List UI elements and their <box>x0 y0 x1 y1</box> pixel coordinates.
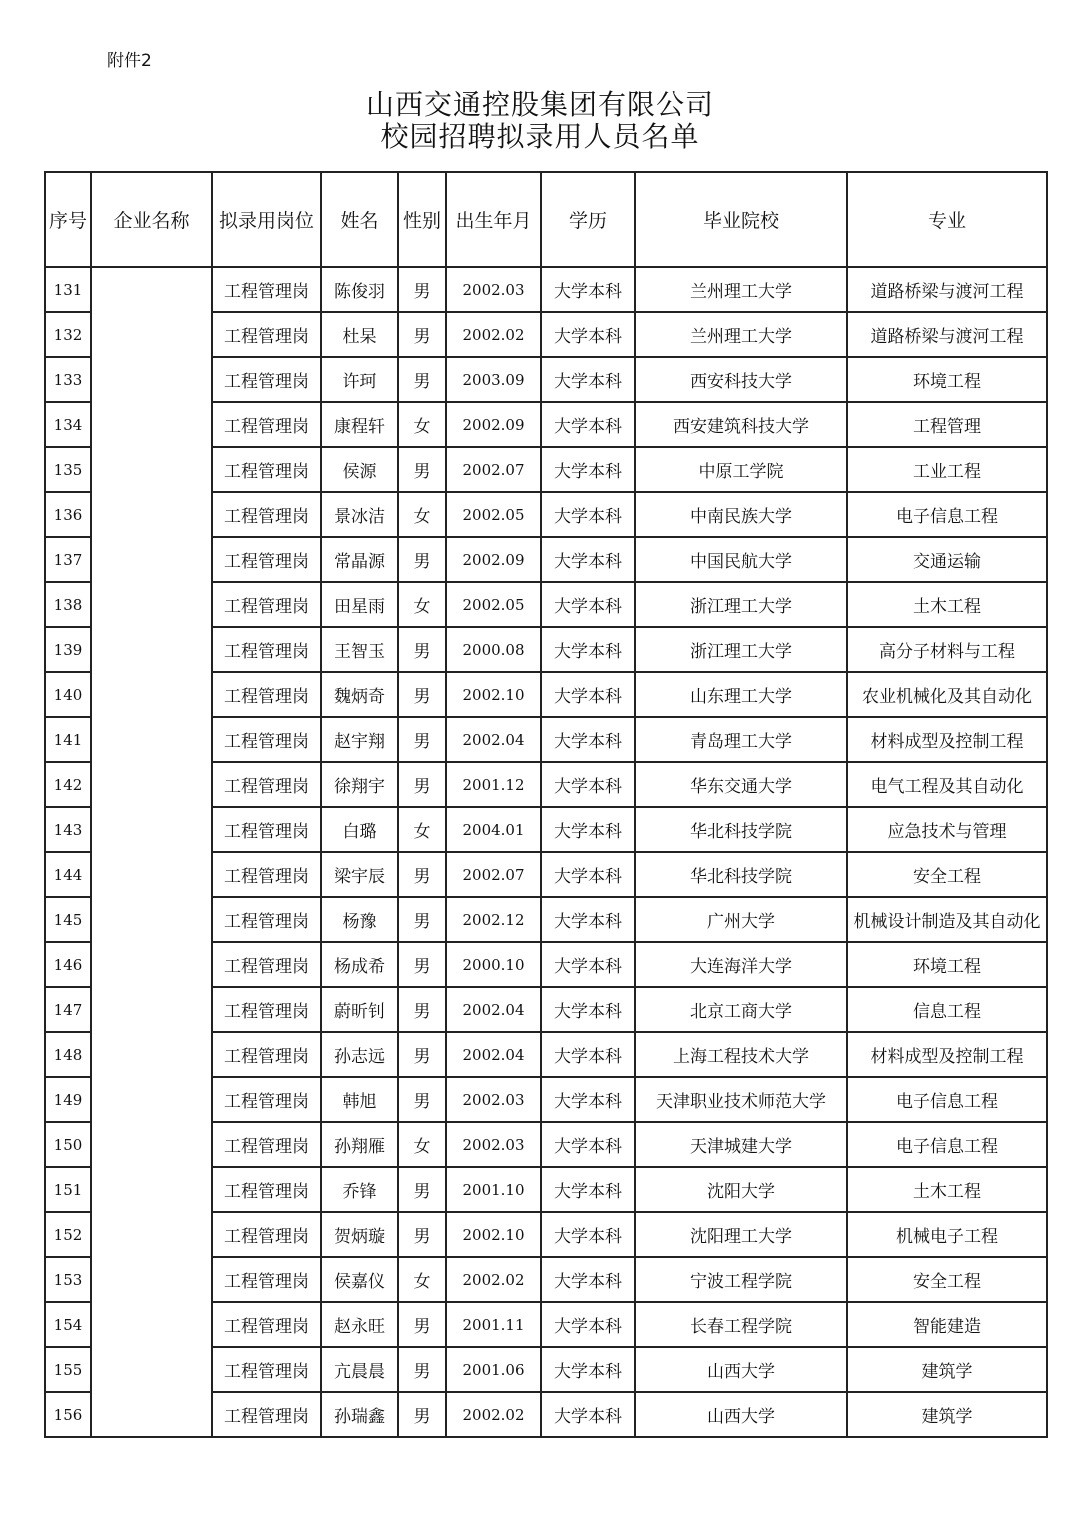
cell-major: 农业机械化及其自动化 <box>847 672 1047 717</box>
cell-school: 沈阳大学 <box>635 1167 847 1212</box>
cell-major: 环境工程 <box>847 942 1047 987</box>
cell-position: 工程管理岗 <box>212 1347 321 1392</box>
cell-name: 侯嘉仪 <box>321 1257 398 1302</box>
cell-major: 信息工程 <box>847 987 1047 1032</box>
cell-major: 交通运输 <box>847 537 1047 582</box>
cell-education: 大学本科 <box>541 1347 635 1392</box>
cell-school: 天津城建大学 <box>635 1122 847 1167</box>
cell-gender: 男 <box>398 267 446 312</box>
cell-major: 电子信息工程 <box>847 492 1047 537</box>
document-title-company: 山西交通控股集团有限公司 <box>365 88 714 121</box>
cell-seq: 132 <box>45 312 91 357</box>
cell-school: 中国民航大学 <box>635 537 847 582</box>
cell-birth: 2002.04 <box>446 1032 541 1077</box>
cell-seq: 146 <box>45 942 91 987</box>
cell-position: 工程管理岗 <box>212 1032 321 1077</box>
cell-seq: 134 <box>45 402 91 447</box>
cell-seq: 149 <box>45 1077 91 1122</box>
cell-education: 大学本科 <box>541 357 635 402</box>
cell-education: 大学本科 <box>541 267 635 312</box>
cell-school: 长春工程学院 <box>635 1302 847 1347</box>
cell-school: 中南民族大学 <box>635 492 847 537</box>
cell-position: 工程管理岗 <box>212 897 321 942</box>
cell-position: 工程管理岗 <box>212 402 321 447</box>
document-title-list: 校园招聘拟录用人员名单 <box>380 120 700 153</box>
cell-birth: 2002.07 <box>446 852 541 897</box>
cell-education: 大学本科 <box>541 1122 635 1167</box>
cell-position: 工程管理岗 <box>212 717 321 762</box>
cell-birth: 2002.05 <box>446 582 541 627</box>
cell-name: 梁宇辰 <box>321 852 398 897</box>
header-education: 学历 <box>541 172 635 267</box>
cell-birth: 2004.01 <box>446 807 541 852</box>
header-birth: 出生年月 <box>446 172 541 267</box>
cell-major: 土木工程 <box>847 1167 1047 1212</box>
cell-birth: 2002.09 <box>446 402 541 447</box>
cell-seq: 144 <box>45 852 91 897</box>
cell-major: 土木工程 <box>847 582 1047 627</box>
cell-name: 陈俊羽 <box>321 267 398 312</box>
cell-gender: 女 <box>398 492 446 537</box>
cell-name: 田星雨 <box>321 582 398 627</box>
cell-seq: 138 <box>45 582 91 627</box>
cell-birth: 2002.05 <box>446 492 541 537</box>
cell-education: 大学本科 <box>541 627 635 672</box>
cell-school: 山西大学 <box>635 1347 847 1392</box>
cell-seq: 142 <box>45 762 91 807</box>
cell-name: 白璐 <box>321 807 398 852</box>
cell-position: 工程管理岗 <box>212 492 321 537</box>
cell-school: 浙江理工大学 <box>635 582 847 627</box>
cell-seq: 131 <box>45 267 91 312</box>
cell-name: 亢晨晨 <box>321 1347 398 1392</box>
cell-school: 兰州理工大学 <box>635 267 847 312</box>
cell-major: 建筑学 <box>847 1347 1047 1392</box>
cell-name: 孙瑞鑫 <box>321 1392 398 1437</box>
cell-school: 华东交通大学 <box>635 762 847 807</box>
cell-gender: 女 <box>398 582 446 627</box>
cell-birth: 2000.10 <box>446 942 541 987</box>
cell-name: 乔锋 <box>321 1167 398 1212</box>
cell-birth: 2002.04 <box>446 987 541 1032</box>
cell-birth: 2002.03 <box>446 1077 541 1122</box>
cell-school: 北京工商大学 <box>635 987 847 1032</box>
cell-school: 西安建筑科技大学 <box>635 402 847 447</box>
cell-school: 中原工学院 <box>635 447 847 492</box>
cell-seq: 137 <box>45 537 91 582</box>
cell-school: 浙江理工大学 <box>635 627 847 672</box>
header-position: 拟录用岗位 <box>212 172 321 267</box>
cell-position: 工程管理岗 <box>212 447 321 492</box>
header-seq: 序号 <box>45 172 91 267</box>
cell-major: 工程管理 <box>847 402 1047 447</box>
cell-position: 工程管理岗 <box>212 1302 321 1347</box>
cell-major: 材料成型及控制工程 <box>847 717 1047 762</box>
cell-major: 电子信息工程 <box>847 1077 1047 1122</box>
cell-major: 机械设计制造及其自动化 <box>847 897 1047 942</box>
cell-major: 机械电子工程 <box>847 1212 1047 1257</box>
cell-gender: 男 <box>398 852 446 897</box>
cell-education: 大学本科 <box>541 672 635 717</box>
cell-seq: 136 <box>45 492 91 537</box>
cell-education: 大学本科 <box>541 537 635 582</box>
cell-name: 魏炳奇 <box>321 672 398 717</box>
cell-gender: 男 <box>398 627 446 672</box>
cell-seq: 152 <box>45 1212 91 1257</box>
cell-seq: 148 <box>45 1032 91 1077</box>
cell-gender: 男 <box>398 717 446 762</box>
cell-education: 大学本科 <box>541 942 635 987</box>
header-major: 专业 <box>847 172 1047 267</box>
cell-name: 孙翔雁 <box>321 1122 398 1167</box>
cell-school: 天津职业技术师范大学 <box>635 1077 847 1122</box>
cell-education: 大学本科 <box>541 1257 635 1302</box>
cell-position: 工程管理岗 <box>212 672 321 717</box>
cell-seq: 154 <box>45 1302 91 1347</box>
cell-gender: 女 <box>398 807 446 852</box>
cell-education: 大学本科 <box>541 492 635 537</box>
cell-name: 赵宇翔 <box>321 717 398 762</box>
cell-seq: 143 <box>45 807 91 852</box>
cell-seq: 147 <box>45 987 91 1032</box>
cell-birth: 2002.12 <box>446 897 541 942</box>
cell-position: 工程管理岗 <box>212 1392 321 1437</box>
cell-name: 景冰洁 <box>321 492 398 537</box>
cell-name: 杜杲 <box>321 312 398 357</box>
cell-birth: 2002.04 <box>446 717 541 762</box>
cell-name: 许珂 <box>321 357 398 402</box>
cell-major: 智能建造 <box>847 1302 1047 1347</box>
cell-birth: 2002.03 <box>446 267 541 312</box>
cell-school: 华北科技学院 <box>635 807 847 852</box>
cell-seq: 135 <box>45 447 91 492</box>
header-gender: 性别 <box>398 172 446 267</box>
cell-birth: 2002.10 <box>446 672 541 717</box>
cell-position: 工程管理岗 <box>212 762 321 807</box>
cell-seq: 141 <box>45 717 91 762</box>
cell-education: 大学本科 <box>541 1167 635 1212</box>
cell-position: 工程管理岗 <box>212 312 321 357</box>
cell-major: 安全工程 <box>847 1257 1047 1302</box>
cell-school: 沈阳理工大学 <box>635 1212 847 1257</box>
cell-birth: 2002.02 <box>446 1392 541 1437</box>
cell-gender: 女 <box>398 1257 446 1302</box>
cell-birth: 2002.10 <box>446 1212 541 1257</box>
cell-seq: 140 <box>45 672 91 717</box>
cell-name: 孙志远 <box>321 1032 398 1077</box>
cell-position: 工程管理岗 <box>212 852 321 897</box>
cell-gender: 男 <box>398 762 446 807</box>
cell-school: 宁波工程学院 <box>635 1257 847 1302</box>
cell-major: 工业工程 <box>847 447 1047 492</box>
cell-school: 西安科技大学 <box>635 357 847 402</box>
cell-gender: 男 <box>398 1032 446 1077</box>
cell-name: 常晶源 <box>321 537 398 582</box>
cell-seq: 151 <box>45 1167 91 1212</box>
cell-position: 工程管理岗 <box>212 537 321 582</box>
table-header-row <box>45 172 1047 267</box>
cell-name: 赵永旺 <box>321 1302 398 1347</box>
cell-major: 材料成型及控制工程 <box>847 1032 1047 1077</box>
cell-gender: 男 <box>398 537 446 582</box>
cell-seq: 133 <box>45 357 91 402</box>
cell-major: 高分子材料与工程 <box>847 627 1047 672</box>
cell-school: 山东理工大学 <box>635 672 847 717</box>
cell-birth: 2001.06 <box>446 1347 541 1392</box>
cell-education: 大学本科 <box>541 807 635 852</box>
cell-name: 侯源 <box>321 447 398 492</box>
cell-gender: 女 <box>398 402 446 447</box>
cell-education: 大学本科 <box>541 402 635 447</box>
cell-birth: 2000.08 <box>446 627 541 672</box>
cell-school: 青岛理工大学 <box>635 717 847 762</box>
cell-position: 工程管理岗 <box>212 627 321 672</box>
cell-education: 大学本科 <box>541 1077 635 1122</box>
cell-position: 工程管理岗 <box>212 1077 321 1122</box>
header-name: 姓名 <box>321 172 398 267</box>
cell-education: 大学本科 <box>541 852 635 897</box>
cell-seq: 150 <box>45 1122 91 1167</box>
cell-major: 安全工程 <box>847 852 1047 897</box>
cell-education: 大学本科 <box>541 447 635 492</box>
cell-name: 王智玉 <box>321 627 398 672</box>
cell-name: 贺炳璇 <box>321 1212 398 1257</box>
cell-gender: 男 <box>398 447 446 492</box>
cell-gender: 男 <box>398 1077 446 1122</box>
cell-major: 电气工程及其自动化 <box>847 762 1047 807</box>
cell-position: 工程管理岗 <box>212 582 321 627</box>
cell-school: 上海工程技术大学 <box>635 1032 847 1077</box>
cell-gender: 男 <box>398 1212 446 1257</box>
cell-major: 环境工程 <box>847 357 1047 402</box>
attachment-label: 附件2 <box>107 51 152 71</box>
cell-education: 大学本科 <box>541 1302 635 1347</box>
cell-education: 大学本科 <box>541 897 635 942</box>
cell-position: 工程管理岗 <box>212 357 321 402</box>
cell-education: 大学本科 <box>541 717 635 762</box>
recruitment-table <box>44 171 1048 1438</box>
cell-birth: 2001.10 <box>446 1167 541 1212</box>
cell-position: 工程管理岗 <box>212 1212 321 1257</box>
cell-gender: 男 <box>398 987 446 1032</box>
cell-major: 应急技术与管理 <box>847 807 1047 852</box>
cell-position: 工程管理岗 <box>212 942 321 987</box>
cell-birth: 2002.02 <box>446 312 541 357</box>
cell-name: 杨豫 <box>321 897 398 942</box>
cell-position: 工程管理岗 <box>212 267 321 312</box>
cell-gender: 男 <box>398 672 446 717</box>
cell-education: 大学本科 <box>541 582 635 627</box>
cell-gender: 男 <box>398 1392 446 1437</box>
cell-birth: 2001.12 <box>446 762 541 807</box>
cell-birth: 2002.03 <box>446 1122 541 1167</box>
cell-seq: 153 <box>45 1257 91 1302</box>
cell-school: 广州大学 <box>635 897 847 942</box>
cell-birth: 2002.02 <box>446 1257 541 1302</box>
cell-name: 蔚昕钊 <box>321 987 398 1032</box>
cell-gender: 女 <box>398 1122 446 1167</box>
cell-seq: 156 <box>45 1392 91 1437</box>
cell-birth: 2003.09 <box>446 357 541 402</box>
cell-seq: 145 <box>45 897 91 942</box>
cell-gender: 男 <box>398 1167 446 1212</box>
cell-education: 大学本科 <box>541 312 635 357</box>
cell-gender: 男 <box>398 897 446 942</box>
cell-company-merged <box>91 267 212 1437</box>
cell-position: 工程管理岗 <box>212 1122 321 1167</box>
cell-education: 大学本科 <box>541 762 635 807</box>
cell-position: 工程管理岗 <box>212 1257 321 1302</box>
cell-name: 杨成希 <box>321 942 398 987</box>
cell-school: 华北科技学院 <box>635 852 847 897</box>
header-company: 企业名称 <box>91 172 212 267</box>
cell-education: 大学本科 <box>541 1032 635 1077</box>
cell-gender: 男 <box>398 357 446 402</box>
cell-major: 道路桥梁与渡河工程 <box>847 267 1047 312</box>
cell-name: 韩旭 <box>321 1077 398 1122</box>
cell-education: 大学本科 <box>541 1212 635 1257</box>
cell-position: 工程管理岗 <box>212 987 321 1032</box>
table-body <box>45 267 1047 1437</box>
cell-name: 康程轩 <box>321 402 398 447</box>
cell-name: 徐翔宇 <box>321 762 398 807</box>
cell-major: 电子信息工程 <box>847 1122 1047 1167</box>
cell-school: 兰州理工大学 <box>635 312 847 357</box>
cell-school: 山西大学 <box>635 1392 847 1437</box>
cell-school: 大连海洋大学 <box>635 942 847 987</box>
table-row <box>45 267 1047 312</box>
cell-seq: 155 <box>45 1347 91 1392</box>
cell-position: 工程管理岗 <box>212 807 321 852</box>
cell-position: 工程管理岗 <box>212 1167 321 1212</box>
cell-gender: 男 <box>398 1302 446 1347</box>
cell-major: 道路桥梁与渡河工程 <box>847 312 1047 357</box>
cell-gender: 男 <box>398 1347 446 1392</box>
cell-seq: 139 <box>45 627 91 672</box>
cell-birth: 2002.09 <box>446 537 541 582</box>
cell-birth: 2001.11 <box>446 1302 541 1347</box>
cell-education: 大学本科 <box>541 987 635 1032</box>
cell-birth: 2002.07 <box>446 447 541 492</box>
header-school: 毕业院校 <box>635 172 847 267</box>
cell-major: 建筑学 <box>847 1392 1047 1437</box>
cell-gender: 男 <box>398 312 446 357</box>
cell-education: 大学本科 <box>541 1392 635 1437</box>
cell-gender: 男 <box>398 942 446 987</box>
